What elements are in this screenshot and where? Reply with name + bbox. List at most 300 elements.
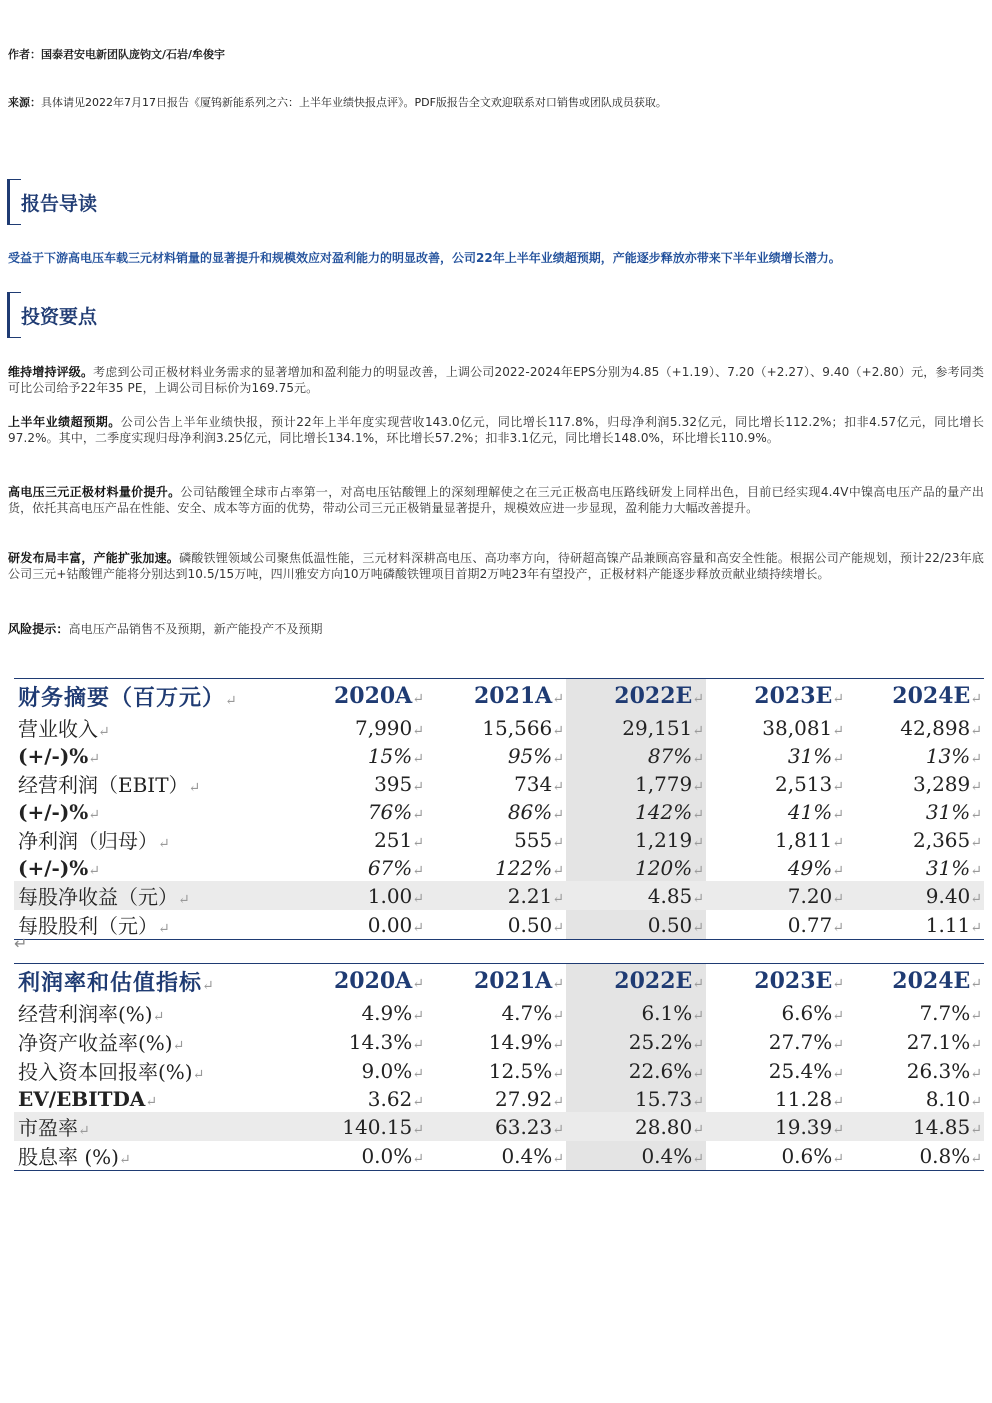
cell-end-mark: ↵ [412,722,424,739]
table-cell [426,910,566,940]
row-label [14,1027,284,1056]
table-cell-text: 734 [514,771,553,796]
year-header [426,964,566,999]
source-value: 具体请见2022年7月17日报告《厦钨新能系列之六：上半年业绩快报点评》。PDF版报告全文欢迎联系对口销售或团队成员获取。 [41,96,667,109]
cell-end-mark: ↵ [172,1038,185,1054]
table-cell [566,1141,706,1171]
paragraph-body: 磷酸铁锂领域公司聚焦低温性能，三元材料深耕高电压、高功率方向，待研超高镍产品兼顾高容量和高安全性能。根据公司产能规划，预计22/23年底公司三元+钴酸锂产能将分别达到10.5/15万吨，四川雅安方向10万吨磷酸铁锂项目首期2万吨23年有望投产，正极材料产能逐步释放贡献业绩持续增长。 [8,551,984,581]
table-cell-text: 25.4% [768,1058,833,1083]
row-label [14,1056,284,1085]
table-cell [706,742,846,769]
row-label-text: 股息率 (%) [18,1145,119,1169]
table-cell [566,825,706,854]
cell-end-mark: ↵ [412,806,424,823]
table-cell-text: 14.85 [913,1114,971,1139]
table-cell [706,910,846,940]
cell-end-mark: ↵ [832,691,844,707]
cell-end-mark: ↵ [832,862,844,879]
source-line [8,96,667,110]
section-guide-title: 报告导读 [21,193,98,215]
cell-end-mark: ↵ [552,778,564,795]
table-cell [426,825,566,854]
cell-end-mark: ↵ [412,778,424,795]
cell-end-mark: ↵ [970,862,982,879]
cell-end-mark: ↵ [832,722,844,739]
table-cell-text: 31% [925,855,971,880]
table-cell-text: 7,990 [355,715,413,740]
table-cell [284,742,426,769]
cell-end-mark: ↵ [692,778,704,795]
cell-end-mark: ↵ [832,806,844,823]
row-label-text: EV/EBITDA [18,1086,146,1111]
cell-end-mark: ↵ [692,890,704,907]
paragraph-body: 高电压产品销售不及预期，新产能投产不及预期 [68,622,323,636]
table-cell [426,1112,566,1141]
cell-end-mark: ↵ [970,1007,982,1024]
table-cell-text: 19.39 [775,1114,833,1139]
table-cell [284,798,426,825]
table-cell-text: 11.28 [775,1086,833,1111]
table-cell-text: 3,289 [913,771,971,796]
cell-end-mark: ↵ [152,1009,165,1025]
table-row [14,910,984,940]
cell-end-mark: ↵ [692,862,704,879]
row-label-text: 投入资本回报率(%) [18,1060,193,1084]
section-points-header [7,292,117,338]
table-cell [706,713,846,742]
cell-end-mark: ↵ [692,1065,704,1082]
table-cell [426,1141,566,1171]
row-label-text: (+/-)% [18,799,89,824]
cell-end-mark: ↵ [832,1093,844,1110]
source-label: 来源： [8,96,41,109]
table-cell-text: 28.80 [635,1114,693,1139]
table-cell-text: 0.0% [361,1143,413,1168]
table-cell [846,854,984,881]
table-cell-text: 26.3% [906,1058,971,1083]
table-cell-text: 1,219 [635,827,693,852]
year-header [566,964,706,999]
financial-summary-table [14,678,984,940]
table-cell-text: 14.9% [488,1029,553,1054]
year-header-text: 2021A [473,683,553,709]
cell-end-mark: ↵ [970,834,982,851]
table-cell-text: 9.40 [925,883,971,908]
cell-end-mark: ↵ [412,976,424,992]
table-title-text: 财务摘要（百万元） [18,684,226,711]
year-header [846,964,984,999]
table-cell-text: 4.9% [361,1000,413,1025]
cell-end-mark: ↵ [832,778,844,795]
year-header-text: 2023E [754,683,833,709]
table-cell-text: 29,151 [622,715,693,740]
table-cell-text: 2,513 [775,771,833,796]
paragraph-head: 风险提示： [8,622,69,636]
table-cell [706,998,846,1027]
table-cell-text: 0.4% [501,1143,553,1168]
table-row [14,1112,984,1141]
cell-end-mark: ↵ [692,834,704,851]
table-cell-text: 27.92 [495,1086,553,1111]
cell-end-mark: ↵ [552,806,564,823]
cell-end-mark: ↵ [192,1067,205,1083]
table-row [14,1056,984,1085]
cell-end-mark: ↵ [692,750,704,767]
table-cell-text: 27.7% [768,1029,833,1054]
cell-end-mark: ↵ [692,1093,704,1110]
table-cell [566,1027,706,1056]
cell-end-mark: ↵ [692,722,704,739]
row-label [14,1085,284,1112]
table-cell-text: 4.85 [647,883,693,908]
cell-end-mark: ↵ [412,1065,424,1082]
row-label-text: 经营利润（EBIT） [18,773,189,797]
cell-end-mark: ↵ [552,1007,564,1024]
row-label-text: 每股股利（元） [18,914,158,938]
table-cell [566,854,706,881]
paragraph-head: 维持增持评级。 [8,365,94,379]
table-row [14,998,984,1027]
table-cell-text: 25.2% [628,1029,693,1054]
cell-end-mark: ↵ [412,1036,424,1053]
paragraph-risk [8,621,984,637]
cell-end-mark: ↵ [412,1150,424,1167]
cell-end-mark: ↵ [88,750,101,767]
table-cell-text: 0.8% [919,1143,971,1168]
table-title-text: 利润率和估值指标 [18,969,203,996]
author-label: 作者： [8,48,41,61]
table-cell [846,1056,984,1085]
cell-end-mark: ↵ [552,1093,564,1110]
cell-end-mark: ↵ [692,1036,704,1053]
table-cell [426,798,566,825]
table-cell [426,854,566,881]
table-cell-text: 49% [787,855,833,880]
year-header-text: 2021A [473,968,553,994]
cell-end-mark: ↵ [178,892,190,908]
table-cell [426,1056,566,1085]
table-cell-text: 76% [367,799,413,824]
year-header [566,679,706,714]
cell-end-mark: ↵ [552,890,564,907]
table-cell-text: 6.1% [641,1000,693,1025]
table-cell-text: 15% [367,743,413,768]
table-cell [706,1112,846,1141]
row-label [14,825,284,854]
paragraph-head: 高电压三元正极材料量价提升。 [8,485,181,499]
table-cell-text: 142% [635,799,693,824]
table-cell-text: 0.50 [507,912,553,937]
table-cell [846,1112,984,1141]
table-cell [846,1141,984,1171]
cell-end-mark: ↵ [970,976,982,992]
table-cell-text: 8.10 [925,1086,971,1111]
section-bracket-icon [7,179,21,225]
table-cell-text: 2.21 [507,883,553,908]
cell-end-mark: ↵ [970,806,982,823]
table-cell [566,742,706,769]
table-cell [284,1141,426,1171]
table-cell-text: 67% [367,855,413,880]
table-cell-text: 41% [787,799,833,824]
cell-end-mark: ↵ [98,724,110,740]
table-cell [426,881,566,910]
table-cell-text: 31% [925,799,971,824]
cell-end-mark: ↵ [692,1007,704,1024]
table-row [14,1027,984,1056]
paragraph-h1-results [8,414,984,446]
row-label-text: 净资产收益率(%) [18,1031,173,1055]
cell-end-mark: ↵ [412,834,424,851]
row-label [14,881,284,910]
table-cell [426,742,566,769]
paragraph-mark: ↵ [14,934,28,953]
table-cell-text: 13% [925,743,971,768]
section-guide-header [7,179,117,225]
table-cell [846,1027,984,1056]
table-cell-text: 6.6% [781,1000,833,1025]
table-cell [706,881,846,910]
table-row [14,1085,984,1112]
table-cell-text: 395 [374,771,413,796]
table-cell [566,1056,706,1085]
cell-end-mark: ↵ [88,806,101,823]
table-cell-text: 0.4% [641,1143,693,1168]
row-label-text: 经营利润率(%) [18,1002,153,1026]
table-cell-text: 15,566 [482,715,553,740]
cell-end-mark: ↵ [552,722,564,739]
cell-end-mark: ↵ [202,977,215,994]
table-row [14,798,984,825]
cell-end-mark: ↵ [832,1150,844,1167]
table-cell-text: 1,811 [775,827,833,852]
valuation-metrics-table [14,963,984,1171]
table-cell [284,769,426,798]
table-cell-text: 555 [514,827,553,852]
row-label-text: 每股净收益（元） [18,885,178,909]
table-cell [566,998,706,1027]
cell-end-mark: ↵ [225,692,238,709]
table-cell-text: 1.00 [367,883,413,908]
paragraph-head: 研发布局丰富，产能扩张加速。 [8,551,180,565]
cell-end-mark: ↵ [552,834,564,851]
table-cell [706,1056,846,1085]
table-cell-text: 14.3% [348,1029,413,1054]
table-cell [846,910,984,940]
table-cell [284,1112,426,1141]
cell-end-mark: ↵ [970,1036,982,1053]
table-cell [566,769,706,798]
table-cell [566,713,706,742]
cell-end-mark: ↵ [970,691,982,707]
row-label-text: 营业收入 [18,717,98,741]
table-row [14,881,984,910]
cell-end-mark: ↵ [552,976,564,992]
table-row [14,713,984,742]
paragraph-body: 公司钴酸锂全球市占率第一，对高电压钴酸锂上的深刻理解使之在三元正极高电压路线研发上同样出色，目前已经实现4.4V中镍高电压产品的量产出货，依托其高电压产品在性能、安全、成本等方面的优势，带动公司三元正极销量显著提升，规模效应进一步显现，盈利能力大幅改善提升。 [8,485,984,515]
cell-end-mark: ↵ [970,919,982,936]
table-cell-text: 251 [374,827,413,852]
cell-end-mark: ↵ [78,1123,90,1139]
cell-end-mark: ↵ [552,1036,564,1053]
cell-end-mark: ↵ [832,1121,844,1138]
table-cell [426,1085,566,1112]
cell-end-mark: ↵ [118,1152,131,1168]
paragraph-rating [8,364,984,396]
table-cell [846,769,984,798]
row-label [14,742,284,769]
table-cell-text: 1.11 [925,912,971,937]
table-cell [284,910,426,940]
table-cell-text: 120% [635,855,693,880]
table-cell [284,825,426,854]
row-label [14,798,284,825]
table-row [14,742,984,769]
cell-end-mark: ↵ [552,919,564,936]
year-header-text: 2022E [614,968,693,994]
cell-end-mark: ↵ [832,1007,844,1024]
cell-end-mark: ↵ [188,780,201,796]
table-cell-text: 4.7% [501,1000,553,1025]
table-cell [846,998,984,1027]
row-label-text: 市盈率 [18,1116,78,1140]
table-cell [284,1027,426,1056]
table-cell [706,825,846,854]
cell-end-mark: ↵ [692,976,704,992]
cell-end-mark: ↵ [970,1121,982,1138]
table-cell-text: 63.23 [495,1114,553,1139]
table-cell [284,881,426,910]
cell-end-mark: ↵ [158,836,170,852]
table-cell [846,713,984,742]
cell-end-mark: ↵ [412,1121,424,1138]
cell-end-mark: ↵ [552,1150,564,1167]
table-cell-text: 86% [507,799,553,824]
cell-end-mark: ↵ [412,862,424,879]
year-header-text: 2020A [333,683,413,709]
cell-end-mark: ↵ [412,1093,424,1110]
author-value: 国泰君安电新团队庞钧文/石岩/牟俊宇 [41,48,226,61]
cell-end-mark: ↵ [692,691,704,707]
table-title [14,964,284,999]
cell-end-mark: ↵ [970,1093,982,1110]
table-cell-text: 3.62 [367,1086,413,1111]
table-cell [566,910,706,940]
table-cell [706,1027,846,1056]
cell-end-mark: ↵ [88,862,101,879]
table-row [14,769,984,798]
year-header-text: 2020A [333,968,413,994]
table-cell-text: 95% [507,743,553,768]
cell-end-mark: ↵ [832,1065,844,1082]
table-cell-text: 87% [647,743,693,768]
cell-end-mark: ↵ [145,1093,158,1110]
table-cell [426,1027,566,1056]
cell-end-mark: ↵ [832,1036,844,1053]
table-cell-text: 27.1% [906,1029,971,1054]
table-cell [706,798,846,825]
cell-end-mark: ↵ [970,1065,982,1082]
cell-end-mark: ↵ [832,750,844,767]
table-cell-text: 22.6% [628,1058,693,1083]
table-cell-text: 42,898 [900,715,971,740]
cell-end-mark: ↵ [692,919,704,936]
cell-end-mark: ↵ [832,976,844,992]
table-cell-text: 0.50 [647,912,693,937]
cell-end-mark: ↵ [158,921,170,937]
row-label [14,713,284,742]
table-cell-text: 12.5% [488,1058,553,1083]
table-cell-text: 122% [495,855,553,880]
table-cell [566,1085,706,1112]
year-header [426,679,566,714]
table-cell-text: 2,365 [913,827,971,852]
section-points-title: 投资要点 [21,306,98,328]
lead-summary: 受益于下游高电压车载三元材料销量的显著提升和规模效应对盈利能力的明显改善，公司22年上半年业绩超预期，产能逐步释放亦带来下半年业绩增长潜力。 [8,251,841,265]
table-cell [284,713,426,742]
cell-end-mark: ↵ [412,750,424,767]
cell-end-mark: ↵ [412,919,424,936]
table-cell [706,1141,846,1171]
paragraph-head: 上半年业绩超预期。 [8,415,121,429]
cell-end-mark: ↵ [970,750,982,767]
table-cell [566,798,706,825]
table-cell-text: 7.7% [919,1000,971,1025]
cell-end-mark: ↵ [970,778,982,795]
row-label-text: (+/-)% [18,743,89,768]
table-cell-text: 140.15 [342,1114,413,1139]
year-header-text: 2022E [614,683,693,709]
year-header [846,679,984,714]
paragraph-body: 考虑到公司正极材料业务需求的显著增加和盈利能力的明显改善，上调公司2022-2024年EPS分别为4.85（+1.19）、7.20（+2.27）、9.40（+2.80）元，参考同类可比公司给予22年35 PE，上调公司目标价为169.75元。 [8,365,985,395]
cell-end-mark: ↵ [970,890,982,907]
cell-end-mark: ↵ [832,919,844,936]
table-cell [846,798,984,825]
table-cell-text: 31% [787,743,833,768]
row-label-text: 净利润（归母） [18,829,158,853]
year-header [706,679,846,714]
table-cell-text: 7.20 [787,883,833,908]
cell-end-mark: ↵ [692,806,704,823]
cell-end-mark: ↵ [412,1007,424,1024]
table-cell [426,713,566,742]
row-label [14,910,284,940]
cell-end-mark: ↵ [552,1121,564,1138]
table-cell [426,769,566,798]
table-cell [846,1085,984,1112]
year-header-text: 2024E [892,968,971,994]
cell-end-mark: ↵ [552,862,564,879]
table-cell [846,742,984,769]
table-cell [284,998,426,1027]
year-header [706,964,846,999]
row-label [14,769,284,798]
author-line [8,48,225,62]
table-row [14,1141,984,1171]
table-cell [706,769,846,798]
table-cell-text: 0.77 [787,912,833,937]
table-cell [706,1085,846,1112]
cell-end-mark: ↵ [552,750,564,767]
row-label [14,854,284,881]
cell-end-mark: ↵ [832,890,844,907]
table-row [14,854,984,881]
row-label-text: (+/-)% [18,855,89,880]
year-header-text: 2023E [754,968,833,994]
cell-end-mark: ↵ [692,1121,704,1138]
year-header [284,964,426,999]
section-bracket-icon [7,292,21,338]
